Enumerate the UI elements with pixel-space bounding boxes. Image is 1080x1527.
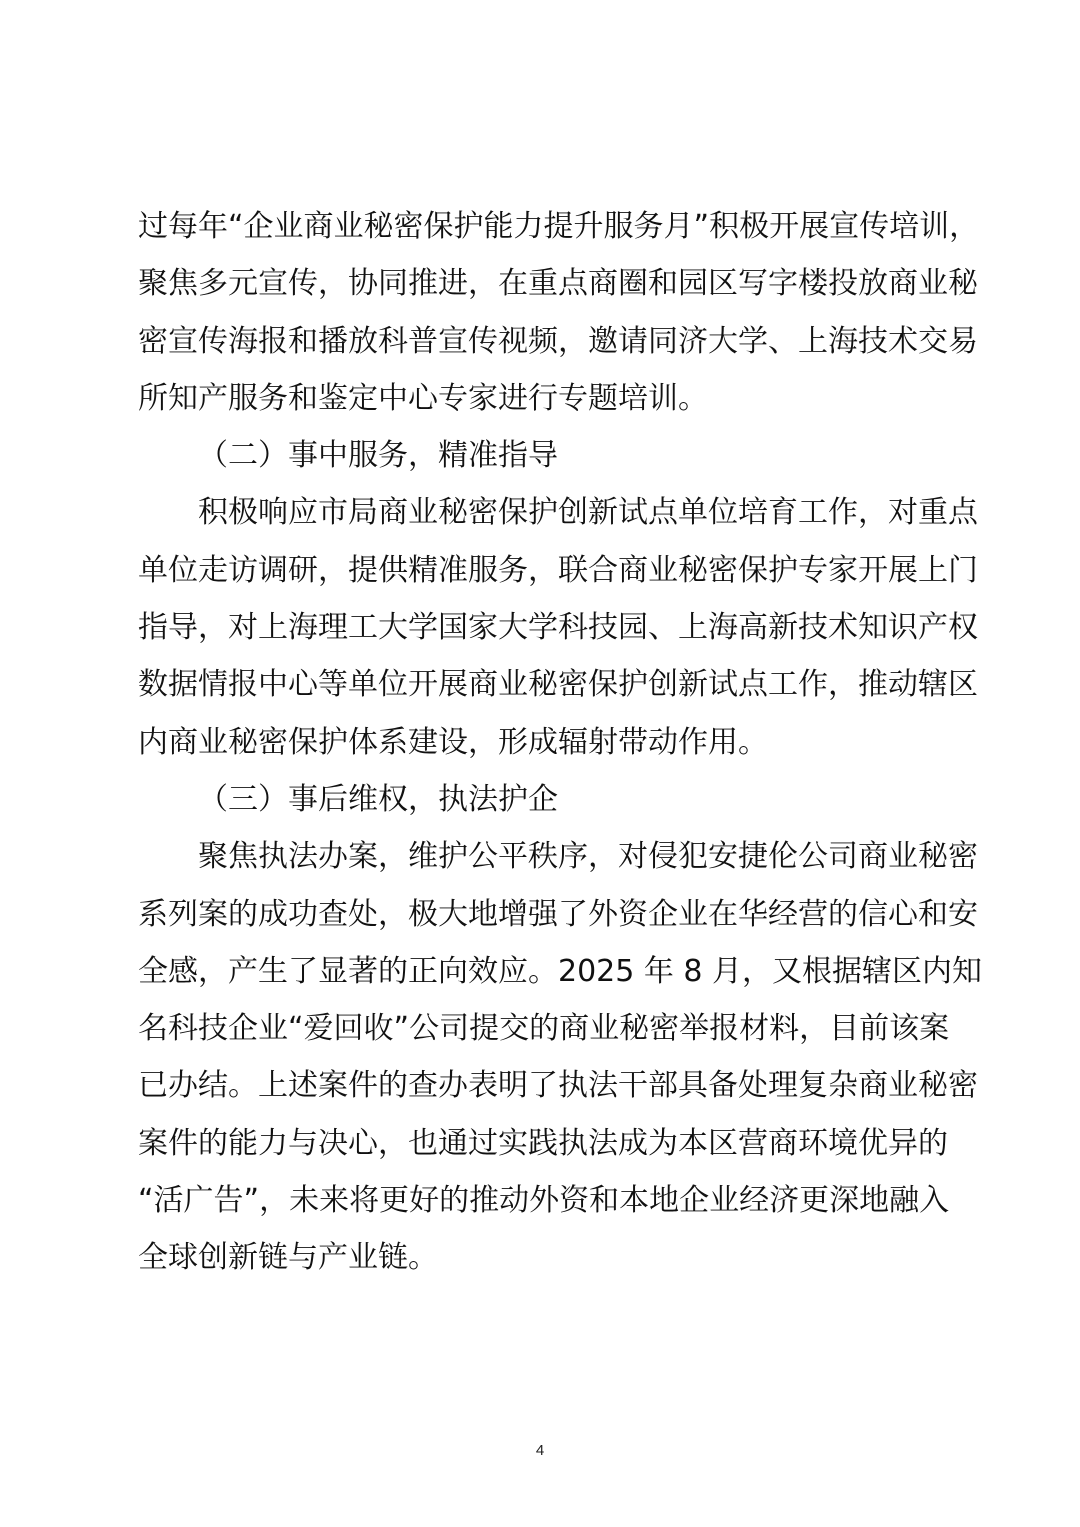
paragraph-line: 全球创新链与产业链。 [138, 1240, 438, 1276]
paragraph-line: 全感，产生了显著的正向效应。2025 年 8 月，又根据辖区内知 [138, 953, 983, 989]
paragraph-line: 过每年“企业商业秘密保护能力提升服务月”积极开展宣传培训， [138, 209, 980, 244]
paragraph-line: “活广告”，未来将更好的推动外资和本地企业经济更深地融入 [138, 1183, 950, 1219]
paragraph-line: 已办结。上述案件的查办表明了执法干部具备处理复杂商业秘密 [138, 1068, 978, 1104]
paragraph-line: 指导，对上海理工大学国家大学科技园、上海高新技术知识产权 [138, 610, 978, 646]
paragraph-line: 聚焦执法办案，维护公平秩序，对侵犯安捷伦公司商业秘密 [198, 839, 978, 875]
paragraph-line: 单位走访调研，提供精准服务，联合商业秘密保护专家开展上门 [138, 552, 978, 588]
section-heading-2: （二）事中服务，精准指导 [198, 438, 558, 474]
paragraph-line: 名科技企业“爱回收”公司提交的商业秘密举报材料，目前该案 [138, 1011, 950, 1047]
page-number: 4 [535, 1442, 545, 1459]
paragraph-line: 内商业秘密保护体系建设，形成辐射带动作用。 [138, 724, 768, 760]
paragraph-line: 密宣传海报和播放科普宣传视频，邀请同济大学、上海技术交易 [138, 323, 978, 359]
paragraph-line: 系列案的成功查处，极大地增强了外资企业在华经营的信心和安 [138, 896, 978, 932]
paragraph-line: 聚焦多元宣传，协同推进，在重点商圈和园区写字楼投放商业秘 [138, 266, 978, 302]
section-heading-3: （三）事后维权，执法护企 [198, 781, 558, 817]
paragraph-line: 数据情报中心等单位开展商业秘密保护创新试点工作，推动辖区 [138, 667, 978, 703]
paragraph-line: 案件的能力与决心，也通过实践执法成为本区营商环境优异的 [138, 1125, 948, 1161]
document-body [138, 198, 983, 1287]
paragraph-line: 所知产服务和鉴定中心专家进行专题培训。 [138, 380, 708, 416]
paragraph-line: 积极响应市局商业秘密保护创新试点单位培育工作，对重点 [198, 495, 978, 531]
